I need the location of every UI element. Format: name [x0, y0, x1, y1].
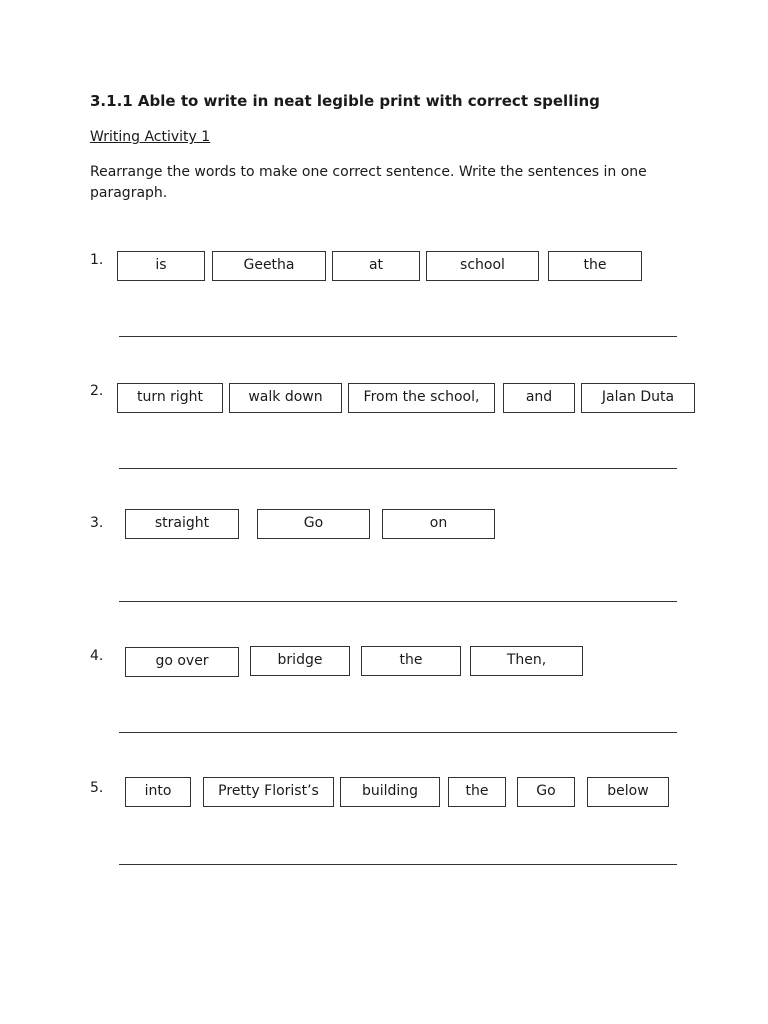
word-box: the: [361, 646, 461, 676]
word-box: straight: [125, 509, 239, 539]
worksheet-heading: 3.1.1 Able to write in neat legible print with correct spelling: [90, 92, 600, 110]
word-box: turn right: [117, 383, 223, 413]
word-box: Go: [517, 777, 575, 807]
answer-line-5[interactable]: [119, 864, 677, 865]
word-box: Pretty Florist’s: [203, 777, 334, 807]
answer-line-3[interactable]: [119, 601, 677, 602]
word-box: Then,: [470, 646, 583, 676]
word-box: on: [382, 509, 495, 539]
instructions-text: Rearrange the words to make one correct sentence. Write the sentences in one paragraph.: [90, 164, 647, 201]
word-box: the: [548, 251, 642, 281]
word-box: is: [117, 251, 205, 281]
word-box: bridge: [250, 646, 350, 676]
word-box: below: [587, 777, 669, 807]
word-box: at: [332, 251, 420, 281]
answer-line-4[interactable]: [119, 732, 677, 733]
word-box: into: [125, 777, 191, 807]
word-box: From the school,: [348, 383, 495, 413]
question-1-number: 1.: [90, 252, 104, 268]
answer-line-2[interactable]: [119, 468, 677, 469]
word-box: go over: [125, 647, 239, 677]
question-2-number: 2.: [90, 383, 104, 399]
question-3-number: 3.: [90, 515, 104, 531]
word-box: school: [426, 251, 539, 281]
question-5-number: 5.: [90, 780, 104, 796]
word-box: Go: [257, 509, 370, 539]
question-4-number: 4.: [90, 648, 104, 664]
activity-title: Writing Activity 1: [90, 129, 211, 145]
word-box: building: [340, 777, 440, 807]
word-box: Jalan Duta: [581, 383, 695, 413]
word-box: the: [448, 777, 506, 807]
word-box: Geetha: [212, 251, 326, 281]
answer-line-1[interactable]: [119, 336, 677, 337]
word-box: walk down: [229, 383, 342, 413]
word-box: and: [503, 383, 575, 413]
